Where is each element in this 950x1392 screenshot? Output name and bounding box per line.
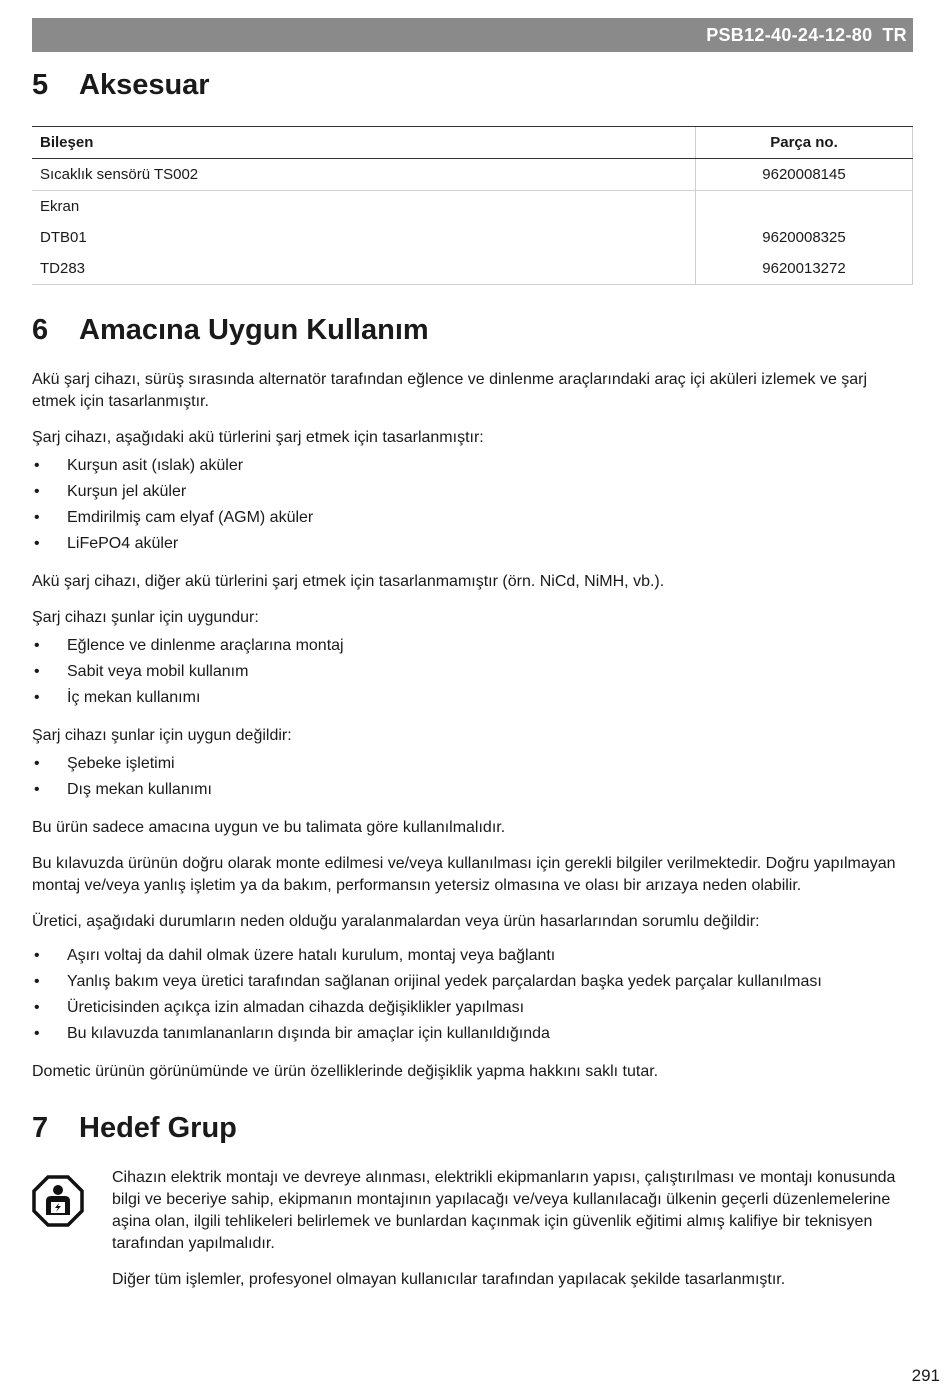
section-title: Hedef Grup [79, 1111, 237, 1144]
qualified-technician-icon [32, 1167, 112, 1291]
table-cell: TD283 [32, 253, 696, 285]
paragraph: Dometic ürünün görünümünde ve ürün özelliklerinde değişiklik yapma hakkını saklı tutar. [32, 1062, 659, 1080]
list-item: • Eğlence ve dinlenme araçlarına montaj [32, 633, 913, 659]
bullet: • [34, 534, 40, 552]
paragraph: Cihazın elektrik montajı ve devreye alınması, elektrikli ekipmanların yapısı, çalıştırılması ve montajı konusunda bilgi ve beceriye sahip, ekipmanın montajının yapılacağı ve/veya kullanılacağı ülkenin geçerli düzenlemelerine aşina olan, ilgili tehlikeleri belirlemek ve bunlardan kaçınmak için güvenlik eğitimi almış kalifiye bir teknisyen tarafından yapılmalıdır. [112, 1168, 896, 1252]
bullet: • [34, 1024, 40, 1042]
section-title: Amacına Uygun Kullanım [79, 313, 429, 346]
bullet: • [34, 482, 40, 500]
list-item: • İç mekan kullanımı [32, 685, 913, 711]
paragraph: Akü şarj cihazı, sürüş sırasında alternatör tarafından eğlence ve dinlenme araçlarındaki araç içi aküleri izlemek ve şarj etmek için tasarlanmıştır. [32, 370, 868, 410]
table-row [32, 158, 913, 190]
bullet: • [34, 662, 40, 680]
section-5-heading [32, 70, 913, 102]
page-content [32, 60, 913, 1291]
table-row [32, 190, 913, 222]
list-item: • Dış mekan kullanımı [32, 777, 913, 803]
table-row [32, 222, 913, 253]
header-bar [32, 18, 913, 52]
list-item: • Yanlış bakım veya üretici tarafından sağlanan orijinal yedek parçalardan başka yedek parçalar kullanılması [32, 969, 913, 995]
list-item: • Sabit veya mobil kullanım [32, 659, 913, 685]
paragraph: Bu ürün sadece amacına uygun ve bu talimata göre kullanılmalıdır. [32, 818, 506, 836]
table-cell: DTB01 [40, 228, 87, 246]
list-item: • Kurşun asit (ıslak) aküler [32, 453, 913, 479]
bullet: • [34, 972, 40, 990]
bullet: • [34, 998, 40, 1016]
paragraph: Üretici, aşağıdaki durumların neden olduğu yaralanmalardan veya ürün hasarlarından sorumlu değildir: [32, 912, 760, 930]
header-language: TR [882, 24, 907, 45]
bullet: • [34, 688, 40, 706]
section-number: 7 [32, 1111, 49, 1144]
list-item: • Emdirilmiş cam elyaf (AGM) aküler [32, 505, 913, 531]
section-number: 5 [32, 69, 49, 101]
suitable-list [32, 633, 913, 711]
list-item: • Aşırı voltaj da dahil olmak üzere hatalı kurulum, montaj veya bağlantı [32, 943, 913, 969]
paragraph: Şarj cihazı şunlar için uygun değildir: [32, 726, 292, 744]
table-cell: 9620008325 [696, 222, 913, 253]
list-item: • LiFePO4 aküler [32, 531, 913, 557]
accessory-table [32, 126, 913, 285]
bullet: • [34, 946, 40, 964]
battery-types-list [32, 453, 913, 557]
table-row [32, 253, 913, 285]
list-item: • Şebeke işletimi [32, 751, 913, 777]
bullet: • [34, 456, 40, 474]
target-group-block [32, 1167, 913, 1291]
table-cell: 9620013272 [696, 253, 913, 285]
not-suitable-list [32, 751, 913, 803]
bullet: • [34, 754, 40, 772]
paragraph: Bu kılavuzda ürünün doğru olarak monte edilmesi ve/veya kullanılması için gerekli bilgiler verilmektedir. Doğru yapılmayan montaj ve/veya yanlış işletim ya da bakım, performansın yetersiz olmasına ve olası bir arızaya neden olabilir. [32, 854, 896, 894]
table-cell: Ekran [40, 197, 80, 215]
table-header-row [32, 126, 913, 158]
table-cell: 9620008145 [696, 158, 913, 190]
header-model: PSB12-40-24-12-80 [706, 24, 873, 45]
section-number: 6 [32, 313, 49, 346]
table-header-part-no: Parça no. [696, 126, 913, 158]
liability-list [32, 943, 913, 1047]
section-7-heading [32, 1113, 913, 1145]
list-item: • Kurşun jel aküler [32, 479, 913, 505]
table-header-component: Bileşen [32, 126, 696, 158]
paragraph: Şarj cihazı şunlar için uygundur: [32, 608, 259, 626]
table-cell: Sıcaklık sensörü TS002 [32, 158, 696, 190]
list-item: • Bu kılavuzda tanımlananların dışında bir amaçlar için kullanıldığında [32, 1021, 913, 1047]
section-6-heading [32, 315, 913, 347]
section-title: Aksesuar [79, 69, 210, 101]
page-number: 291 [911, 1366, 940, 1385]
bullet: • [34, 780, 40, 798]
list-item: • Üreticisinden açıkça izin almadan cihazda değişiklikler yapılması [32, 995, 913, 1021]
bullet: • [34, 636, 40, 654]
paragraph: Şarj cihazı, aşağıdaki akü türlerini şarj etmek için tasarlanmıştır: [32, 428, 484, 446]
bullet: • [34, 508, 40, 526]
paragraph: Akü şarj cihazı, diğer akü türlerini şarj etmek için tasarlanmamıştır (örn. NiCd, NiMH, vb.). [32, 572, 665, 590]
table-cell [696, 190, 913, 222]
paragraph: Diğer tüm işlemler, profesyonel olmayan kullanıcılar tarafından yapılacak şekilde tasarlanmıştır. [112, 1270, 786, 1288]
